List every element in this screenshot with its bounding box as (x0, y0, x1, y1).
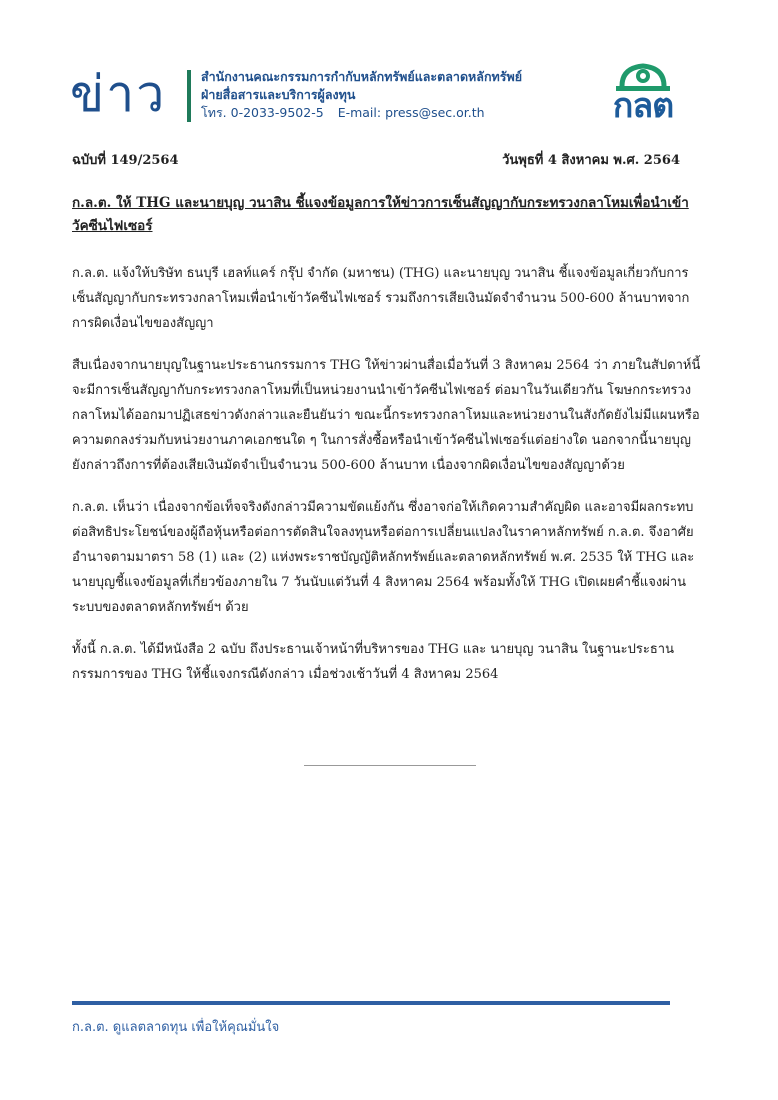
paragraph-4: ทั้งนี้ ก.ล.ต. ได้มีหนังสือ 2 ฉบับ ถึงประธานเจ้าหน้าที่บริหารของ THG และ นายบุญ วนาสิน ในฐานะประธานกรรมการของ THG ให้ชี้แจงกรณีดังกล่าว เมื่อช่วงเช้าวันที่ 4 สิงหาคม 2564 (72, 642, 674, 682)
paragraph-1: ก.ล.ต. แจ้งให้บริษัท ธนบุรี เฮลท์แคร์ กรุ๊ป จำกัด (มหาชน) (THG) และนายบุญ วนาสิน ชี้แจงข้อมูลเกี่ยวกับการเซ็นสัญญากับกระทรวงกลาโหมเพื่อนำเข้าวัคซีนไฟเซอร์ รวมถึงการเสียเงินมัดจำจำนวน 500-600 ล้านบาทจากการผิดเงื่อนไขของสัญญา (72, 266, 690, 331)
letterhead (70, 62, 710, 132)
organization-name: สำนักงานคณะกรรมการกำกับหลักทรัพย์และตลาดหลักทรัพย์ (201, 69, 523, 84)
email-address: E-mail: press@sec.or.th (337, 105, 485, 120)
footer-slogan: ก.ล.ต. ดูแลตลาดทุน เพื่อให้คุณมั่นใจ (72, 1020, 280, 1035)
article-body (72, 261, 702, 704)
sec-logo (608, 58, 678, 132)
letterhead-divider (187, 70, 191, 122)
end-divider (304, 765, 476, 766)
footer-bar (72, 1001, 670, 1005)
news-wordmark: ข่าว (70, 65, 167, 123)
contact-line (201, 104, 522, 122)
headline: ก.ล.ต. ให้ THG และนายบุญ วนาสิน ชี้แจงข้อมูลการให้ข่าวการเซ็นสัญญากับกระทรวงกลาโหมเพื่อนำเข้าวัคซีนไฟเซอร์ (72, 195, 689, 234)
issue-info (72, 149, 680, 169)
phone-number: โทร. 0-2033-9502-5 (201, 105, 324, 120)
paragraph-2: สืบเนื่องจากนายบุญในฐานะประธานกรรมการ THG ให้ข่าวผ่านสื่อเมื่อวันที่ 3 สิงหาคม 2564 ว่า ภายในสัปดาห์นี้จะมีการเซ็นสัญญากับกระทรวงกลาโหมที่เป็นหน่วยงานนำเข้าวัคซีนไฟเซอร์ ต่อมาในวันเดียวกัน โฆษกกระทรวงกลาโหมได้ออกมาปฏิเสธข่าวดังกล่าวและยืนยันว่า ขณะนี้กระทรวงกลาโหมและหน่วยงานในสังกัดยังไม่มีแผนหรือความตกลงร่วมกับหน่วยงานภาคเอกชนใด ๆ ในการสั่งซื้อหรือนำเข้าวัคซีนไฟเซอร์แต่อย่างใด นอกจากนี้นายบุญยังกล่าวถึงการที่ต้องเสียเงินมัดจำเป็นจำนวน 500-600 ล้านบาท เนื่องจากผิดเงื่อนไขของสัญญาด้วย (72, 358, 701, 473)
issue-number: ฉบับที่ 149/2564 (72, 153, 179, 168)
issue-date: วันพุธที่ 4 สิงหาคม พ.ศ. 2564 (502, 153, 680, 168)
sec-logo-text: กลต (612, 86, 674, 126)
organization-block (201, 68, 522, 122)
paragraph-3: ก.ล.ต. เห็นว่า เนื่องจากข้อเท็จจริงดังกล่าวมีความขัดแย้งกัน ซึ่งอาจก่อให้เกิดความสำคัญผิด และอาจมีผลกระทบต่อสิทธิประโยชน์ของผู้ถือหุ้นหรือต่อการตัดสินใจลงทุนหรือต่อการเปลี่ยนแปลงในราคาหลักทรัพย์ ก.ล.ต. จึงอาศัยอำนาจตามมาตรา 58 (1) และ (2) แห่งพระราชบัญญัติหลักทรัพย์และตลาดหลักทรัพย์ พ.ศ. 2535 ให้ THG และนายบุญชี้แจงข้อมูลที่เกี่ยวข้องภายใน 7 วันนับแต่วันที่ 4 สิงหาคม 2564 พร้อมทั้งให้ THG เปิดเผยคำชี้แจงผ่านระบบของตลาดหลักทรัพย์ฯ ด้วย (72, 500, 695, 615)
department-name: ฝ่ายสื่อสารและบริการผู้ลงทุน (201, 87, 356, 102)
